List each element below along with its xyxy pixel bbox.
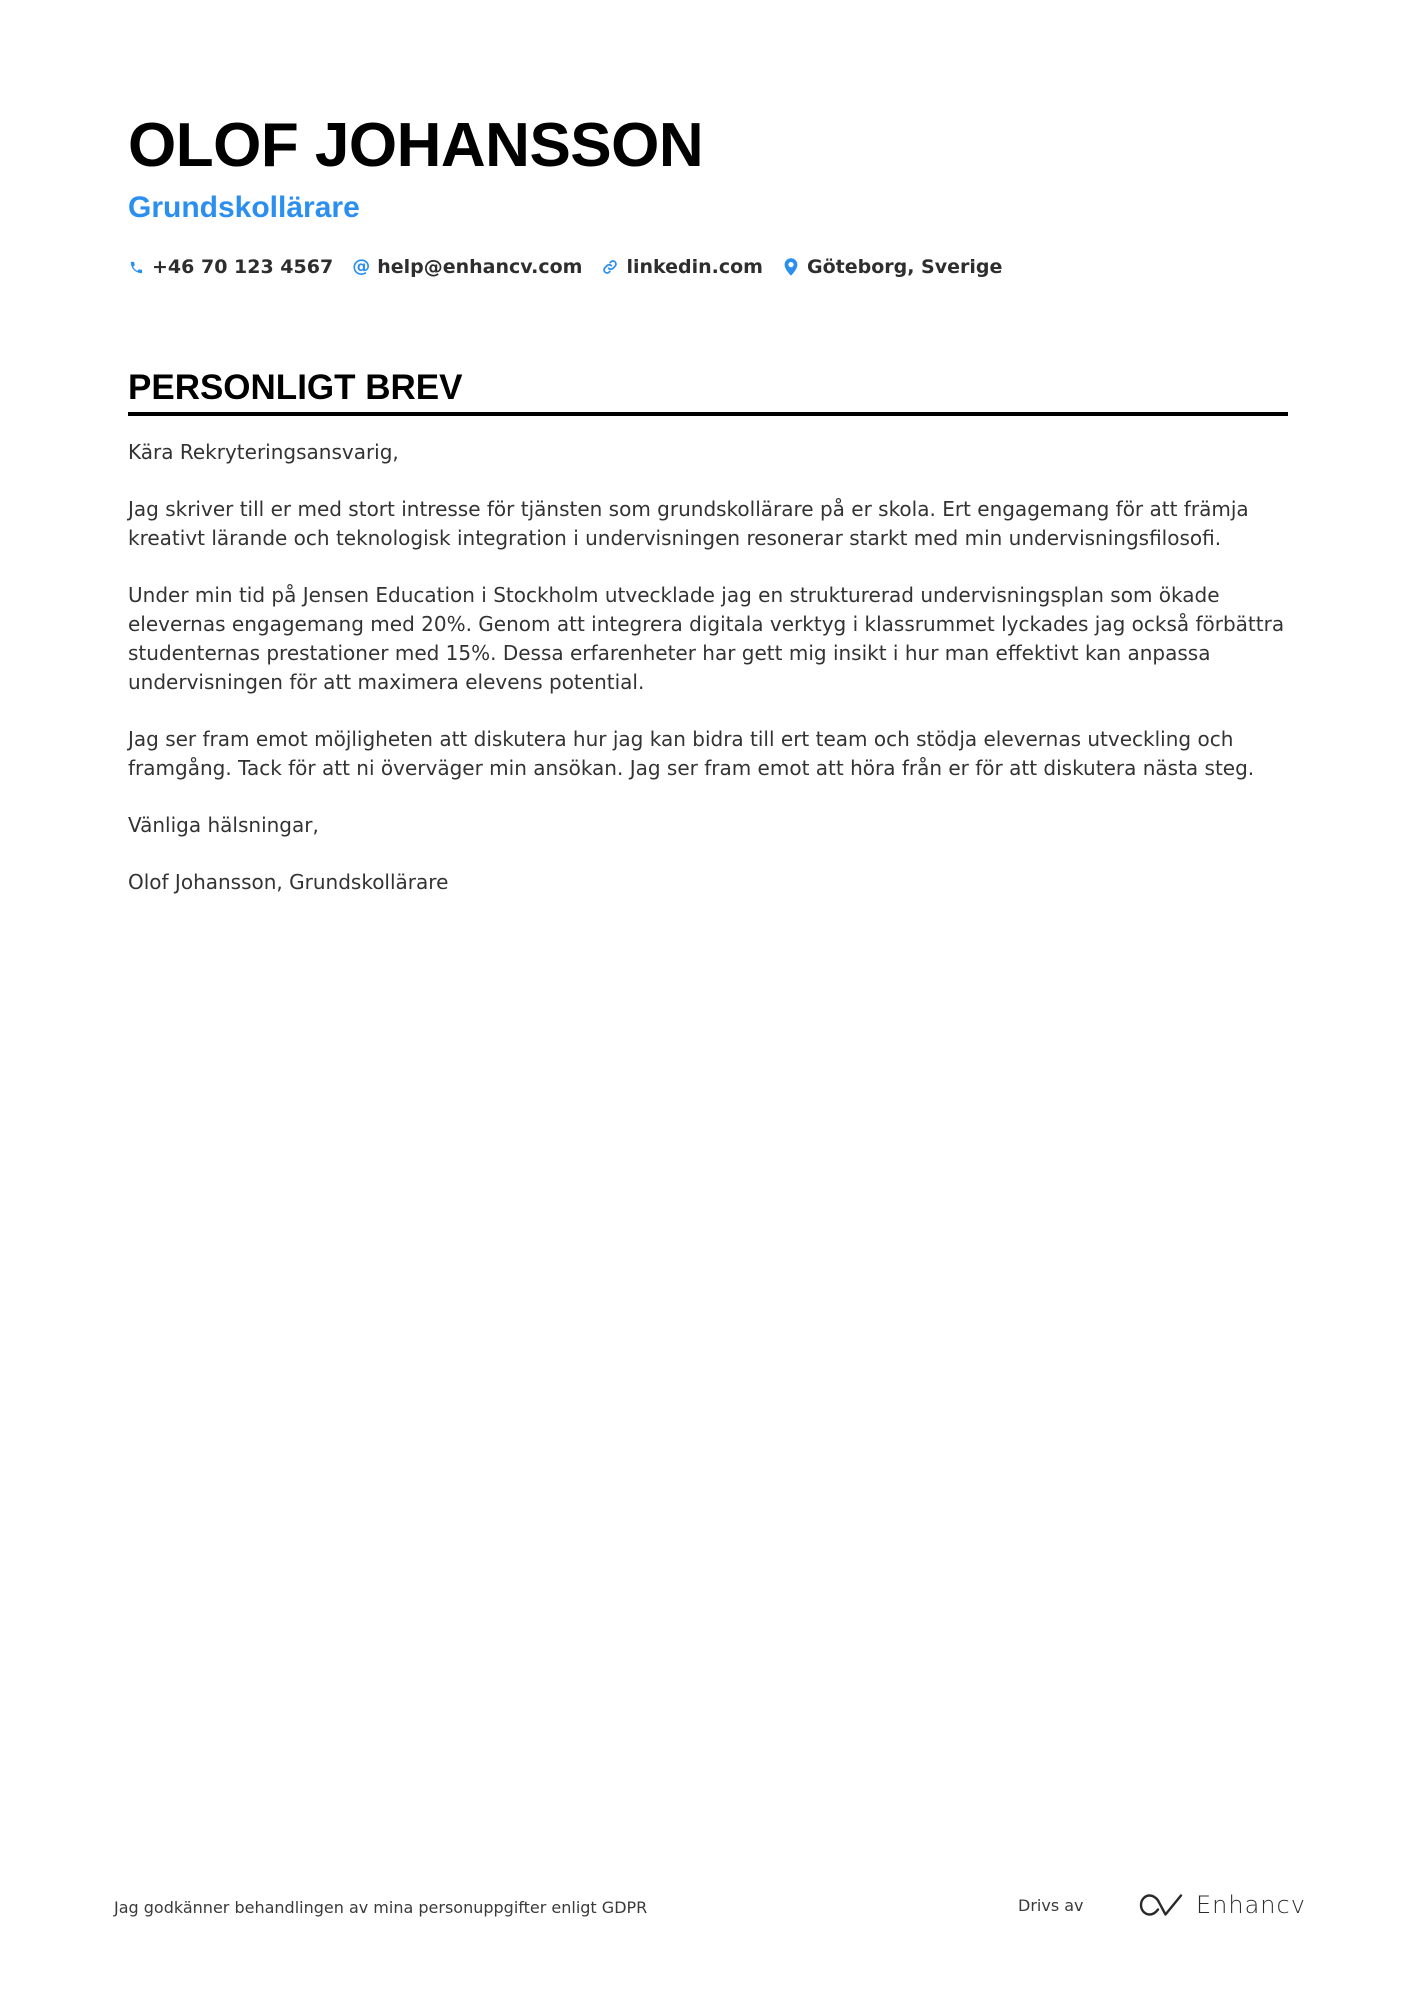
candidate-role: Grundskollärare	[128, 191, 360, 224]
brand-link[interactable]	[1138, 1890, 1306, 1920]
contact-linkedin	[602, 256, 763, 278]
letter-paragraph: Jag ser fram emot möjligheten att diskutera hur jag kan bidra till ert team och stödja elevernas utveckling och framgång. Tack för att ni överväger min ansökan. Jag ser fram emot att höra från er för att diskutera nästa steg.	[128, 727, 1255, 780]
contact-bar	[128, 252, 1288, 282]
letter-paragraph: Jag skriver till er med stort intresse för tjänsten som grundskollärare på er skola. Ert engagemang för att främja kreativt lärande och teknologisk integration i undervisningen resonerar starkt med min undervisningsfilosofi.	[128, 497, 1249, 550]
enhancv-logo-icon	[1138, 1892, 1184, 1918]
phone-icon	[128, 258, 144, 276]
email-text: help@enhancv.com	[377, 256, 583, 278]
letter-paragraph: Under min tid på Jensen Education i Stockholm utvecklade jag en strukturerad undervisningsplan som ökade elevernas engagemang med 20%. Genom att integrera digitala verktyg i klassrummet lyckades jag också förbättra studenternas prestationer med 15%. Dessa erfarenheter har gett mig insikt i hur man effektivt kan anpassa undervisningen för att maximera elevens potential.	[128, 583, 1285, 694]
letter-body	[128, 438, 1288, 897]
footer	[114, 1890, 1306, 1930]
section-divider	[128, 412, 1288, 416]
letter-salutation: Kära Rekryteringsansvarig,	[128, 440, 399, 464]
location-pin-icon	[783, 258, 799, 276]
brand-name: Enhancv	[1196, 1891, 1306, 1919]
contact-location	[783, 256, 1002, 278]
section-title: PERSONLIGT BREV	[128, 368, 463, 407]
powered-by-label: Drivs av	[1018, 1896, 1084, 1915]
contact-phone	[128, 256, 333, 278]
location-text: Göteborg, Sverige	[806, 256, 1003, 278]
link-icon	[602, 258, 618, 276]
letter-closing: Vänliga hälsningar,	[128, 813, 319, 837]
letter-signature: Olof Johansson, Grundskollärare	[128, 870, 449, 894]
phone-text: +46 70 123 4567	[152, 256, 334, 278]
header	[128, 108, 1288, 282]
linkedin-text: linkedin.com	[626, 256, 763, 278]
at-icon: @	[352, 256, 371, 277]
candidate-name: OLOF JOHANSSON	[128, 111, 704, 180]
contact-email	[353, 256, 582, 278]
letter-section	[128, 367, 1288, 925]
gdpr-consent-text: Jag godkänner behandlingen av mina personuppgifter enligt GDPR	[114, 1898, 648, 1917]
